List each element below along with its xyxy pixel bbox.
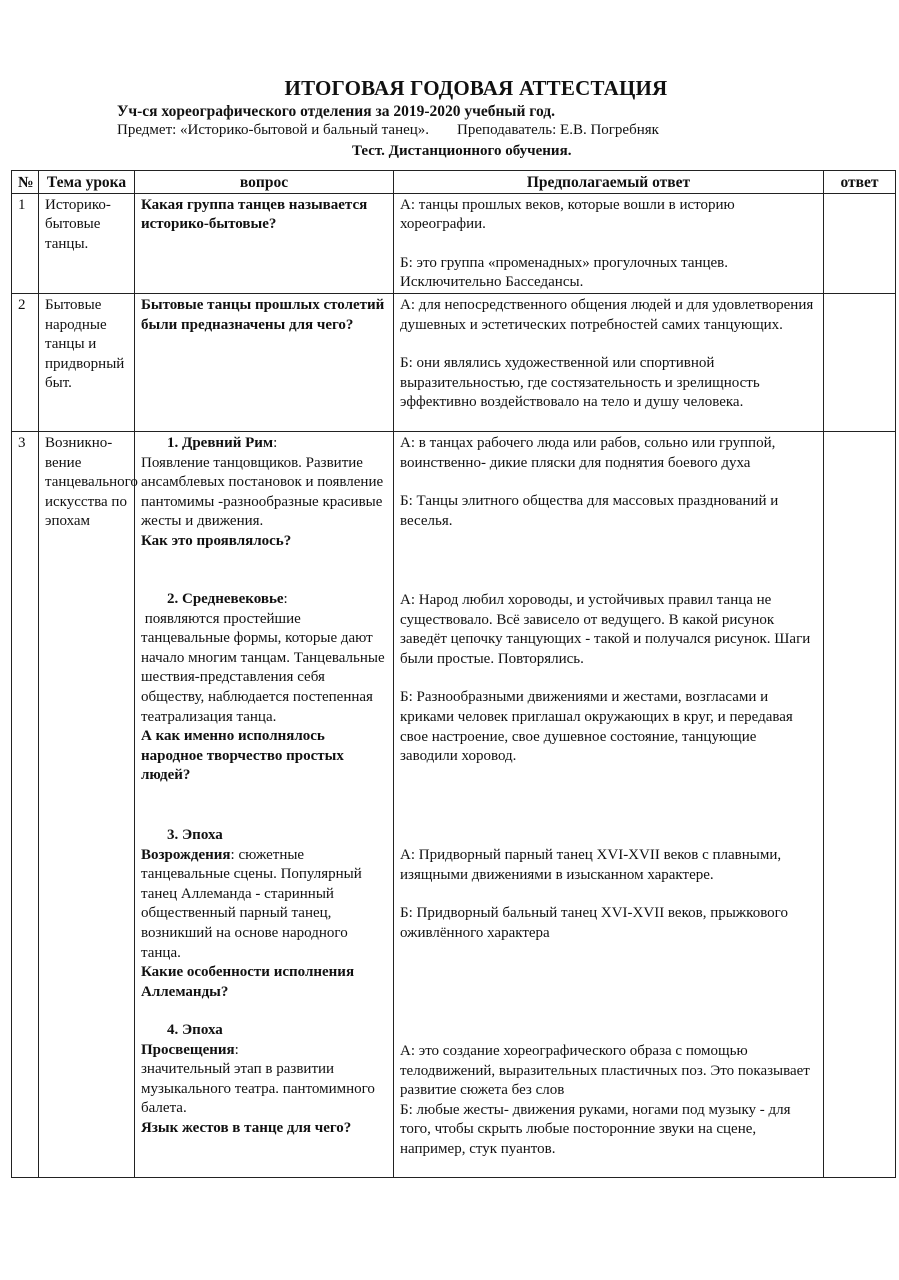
answer-option-a: А: для непосредственного общения людей и для удовлетворения душевных и эстетических потребностей самих танцующих. <box>400 296 814 333</box>
row-expected-answer <box>394 431 824 1177</box>
epoch-text: значительный этап в развитии музыкального театра. пантомимного балета. <box>141 1061 375 1117</box>
row-number: 1 <box>12 193 39 293</box>
row-expected-answer <box>394 293 824 431</box>
epoch-heading: 2. Средневековье <box>167 590 284 607</box>
epoch-question: Какие особенности исполнения Аллеманды? <box>141 964 355 1000</box>
test-table <box>11 170 896 1178</box>
epoch-item-enlightenment: 4. Эпоха Просвещения: значительный этап в развитии музыкального театра. пантомимного балета. Язык жестов в танце для чего? <box>141 1021 387 1139</box>
header-num: № <box>12 171 39 194</box>
response-cell[interactable] <box>824 431 896 1177</box>
answer-option-a: А: в танцах рабочего люда или рабов, сольно или группой, воинственно- дикие пляски для поднятия боевого духа <box>400 434 776 471</box>
epoch-text: : сюжетные танцевальные сцены. Популярный танец Аллеманда - старинный общественный парный танец, возникший на основе народного танца. <box>141 846 362 961</box>
subject: Предмет: «Историко-бытовой и бальный танец». <box>117 122 430 138</box>
epoch-heading-cont: Возрождения <box>141 846 231 863</box>
row-number: 3 <box>12 431 39 1177</box>
answer-option-b: Б: они являлись художественной или спортивной выразительностью, где состязательность и зрелищность эффективно воздействовало на тело и душу человека. <box>400 355 760 411</box>
teacher: Преподаватель: Е.В. Погребняк <box>457 122 659 138</box>
page-title: ИТОГОВАЯ ГОДОВАЯ АТТЕСТАЦИЯ <box>284 76 668 100</box>
epoch-heading-cont: Просвещения <box>141 1041 235 1058</box>
answer-option-a: А: танцы прошлых веков, которые вошли в историю хореографии. <box>400 196 735 233</box>
row-topic: Возникно-вение танцевального искусства по эпохам <box>39 431 135 1177</box>
row-question <box>135 431 394 1177</box>
row-number: 2 <box>12 293 39 431</box>
epoch-question: А как именно исполнялось народное творчество простых людей? <box>141 728 344 784</box>
header-question: вопрос <box>135 171 394 194</box>
answer-option-b: Б: Придворный бальный танец XVI-XVII веков, прыжкового оживлённого характера <box>400 905 788 941</box>
row-expected-answer <box>394 193 824 293</box>
table-header-row <box>12 171 896 194</box>
header-response: ответ <box>824 171 896 194</box>
epoch-heading: 4. Эпоха <box>167 1021 223 1038</box>
header-topic: Тема урока <box>39 171 135 194</box>
answer-option-b: Б: любые жесты- движения руками, ногами под музыку - для того, чтобы скрыть любые посторонние звуки на сцене, например, стук пуантов. <box>400 1101 791 1157</box>
table-row <box>12 431 896 1177</box>
epoch-text: появляются простейшие танцевальные формы, которые дают начало многим танцам. Танцевальные шествия-представления себя обществу, наблюдается постепенная театрализация танца. <box>141 610 389 725</box>
epoch-question: Как это проявлялось? <box>141 532 292 549</box>
response-cell[interactable] <box>824 193 896 293</box>
epoch-heading: 3. Эпоха <box>167 826 223 843</box>
answer-option-a: А: это создание хореографического образа с помощью телодвижений, выразительных пластичных поз. Это показывает развитие сюжета без слов <box>400 1042 810 1099</box>
row-topic: Бытовые народные танцы и придворный быт. <box>39 293 135 431</box>
answer-option-b: Б: это группа «променадных» прогулочных танцев. Исключительно Басседансы. <box>400 254 729 291</box>
header-answer: Предполагаемый ответ <box>394 171 824 194</box>
answer-option-a: А: Народ любил хороводы, и устойчивых правил танца не существовало. Всё зависело от ведущего. В какой рисунок заведёт цепочку танцующих - такой и получался рисунок. Шаги были простые. Повторялись. <box>400 591 811 667</box>
epoch-item-renaissance <box>141 826 387 1021</box>
answer-option-b: Б: Разнообразными движениями и жестами, возгласами и криками человек приглашал окружающих в круг, и передавая свое настроение, свое душевное состояние, танцующие заводили хоровод. <box>400 689 793 765</box>
row-question: Какая группа танцев называется историко-бытовые? <box>135 193 394 293</box>
epoch-question: Язык жестов в танце для чего? <box>141 1119 352 1136</box>
subject-line <box>117 122 659 139</box>
row-topic: Историко-бытовые танцы. <box>39 193 135 293</box>
epoch-heading: 1. Древний Рим <box>167 434 274 451</box>
row-question: Бытовые танцы прошлых столетий были предназначены для чего? <box>135 293 394 431</box>
response-cell[interactable] <box>824 293 896 431</box>
table-row <box>12 193 896 293</box>
epoch-item-middle-ages: 2. Средневековье: появляются простейшие танцевальные формы, которые дают начало многим танцам. Танцевальные шествия-представления себя обществу, наблюдается постепенная театрализация танца. А как именно исполнялось народное творчество простых людей? <box>141 571 387 826</box>
epoch-text: Появление танцовщиков. Развитие ансамблевых постановок и появление пантомимы -разнообразные красивые жесты и движения. <box>141 454 384 530</box>
table-row <box>12 293 896 431</box>
document-subtitle: Уч-ся хореографического отделения за 2019-2020 учебный год. <box>117 103 555 120</box>
epoch-item-rome: 1. Древний Рим: Появление танцовщиков. Развитие ансамблевых постановок и появление пантомимы -разнообразные красивые жесты и движения. Как это проявлялось? <box>141 434 387 571</box>
answer-option-b: Б: Танцы элитного общества для массовых празднований и веселья. <box>400 493 779 529</box>
test-label: Тест. Дистанционного обучения. <box>352 143 572 159</box>
answer-option-a: А: Придворный парный танец XVI-XVII веков с плавными, изящными движениями в изысканном характере. <box>400 846 782 883</box>
